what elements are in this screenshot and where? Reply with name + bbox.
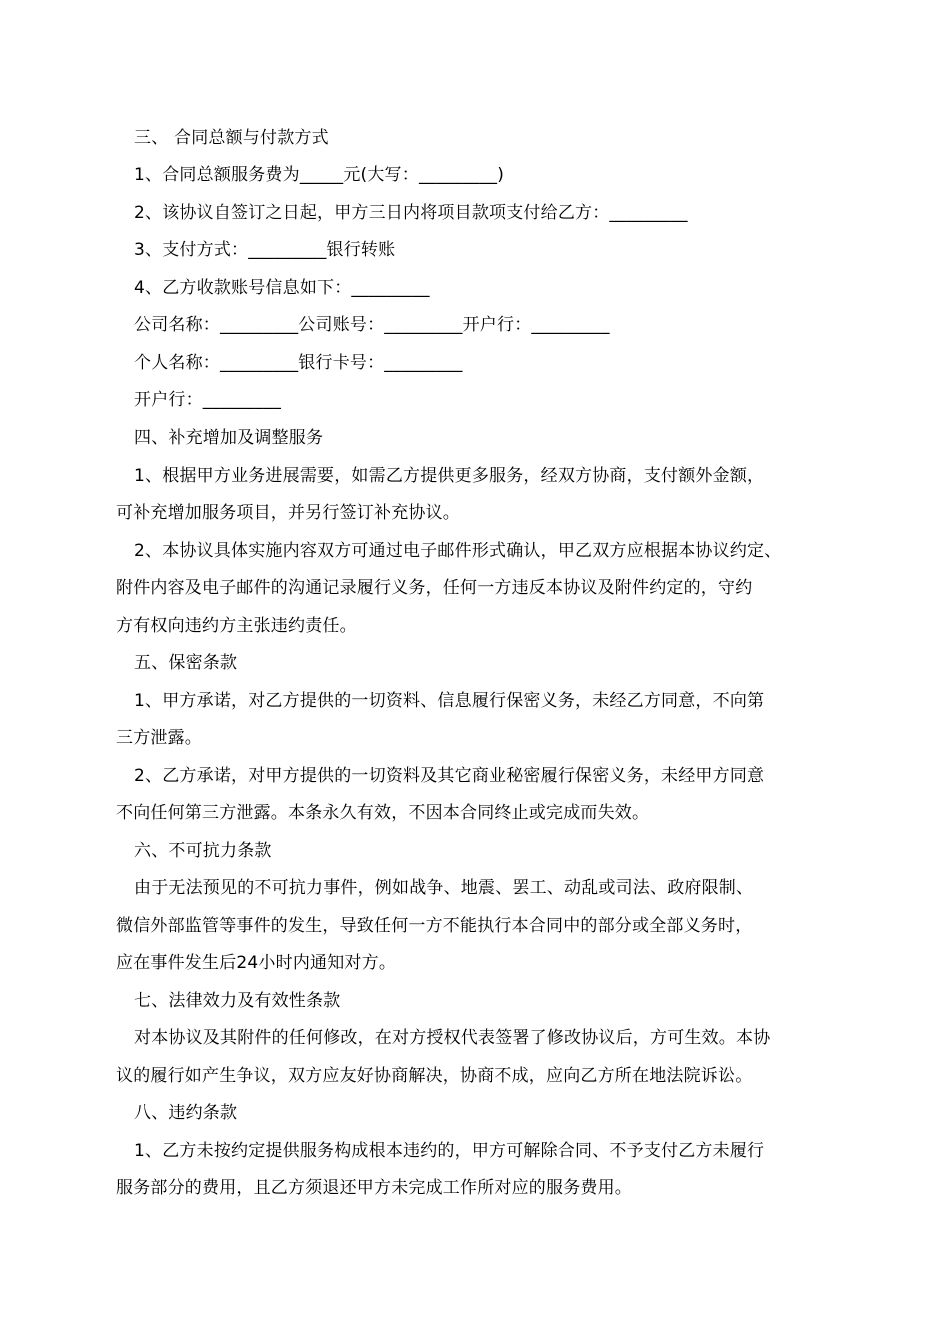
- clause-4-1-line-2: 可补充增加服务项目，并另行签订补充协议。: [116, 503, 460, 523]
- section-6-heading: 六、不可抗力条款: [134, 841, 272, 861]
- clause-4-2-line-1: 2、本协议具体实施内容双方可通过电子邮件形式确认，甲乙双方应根据本协议约定、: [134, 541, 782, 561]
- clause-3-3: 3、支付方式：_________银行转账: [134, 240, 396, 260]
- clause-8-1-line-2: 服务部分的费用，且乙方须退还甲方未完成工作所对应的服务费用。: [116, 1178, 632, 1198]
- clause-4-2-line-3: 方有权向违约方主张违约责任。: [116, 616, 357, 636]
- clause-5-1-line-1: 1、甲方承诺，对乙方提供的一切资料、信息履行保密义务，未经乙方同意，不向第: [134, 691, 765, 711]
- section-8-heading: 八、违约条款: [134, 1103, 238, 1123]
- personal-bank-info: 开户行：_________: [134, 390, 282, 410]
- clause-3-1: 1、合同总额服务费为_____元(大写：_________): [134, 165, 505, 185]
- clause-3-2: 2、该协议自签订之日起，甲方三日内将项目款项支付给乙方：_________: [134, 203, 688, 223]
- clause-3-4: 4、乙方收款账号信息如下：_________: [134, 278, 430, 298]
- section-3-heading: 三、 合同总额与付款方式: [134, 128, 329, 148]
- clause-6-line-1: 由于无法预见的不可抗力事件，例如战争、地震、罢工、动乱或司法、政府限制、: [134, 878, 754, 898]
- clause-4-2-line-2: 附件内容及电子邮件的沟通记录履行义务，任何一方违反本协议及附件约定的，守约: [116, 578, 753, 598]
- clause-5-2-line-2: 不向任何第三方泄露。本条永久有效，不因本合同终止或完成而失效。: [116, 803, 650, 823]
- clause-6-line-3: 应在事件发生后24小时内通知对方。: [116, 953, 397, 973]
- clause-7-line-2: 议的履行如产生争议，双方应友好协商解决，协商不成，应向乙方所在地法院诉讼。: [116, 1066, 753, 1086]
- section-7-heading: 七、法律效力及有效性条款: [134, 991, 341, 1011]
- clause-5-1-line-2: 三方泄露。: [116, 728, 202, 748]
- section-4-heading: 四、补充增加及调整服务: [134, 428, 324, 448]
- section-5-heading: 五、保密条款: [134, 653, 238, 673]
- clause-7-line-1: 对本协议及其附件的任何修改，在对方授权代表签署了修改协议后，方可生效。本协: [134, 1028, 771, 1048]
- clause-6-line-2: 微信外部监管等事件的发生，导致任何一方不能执行本合同中的部分或全部义务时，: [116, 916, 753, 936]
- clause-4-1-line-1: 1、根据甲方业务进展需要，如需乙方提供更多服务，经双方协商，支付额外金额，: [134, 466, 765, 486]
- clause-5-2-line-1: 2、乙方承诺，对甲方提供的一切资料及其它商业秘密履行保密义务，未经甲方同意: [134, 766, 765, 786]
- company-account-info: 公司名称：_________公司账号：_________开户行：_________: [134, 315, 610, 335]
- clause-8-1-line-1: 1、乙方未按约定提供服务构成根本违约的，甲方可解除合同、不予支付乙方未履行: [134, 1141, 765, 1161]
- personal-account-info: 个人名称：_________银行卡号：_________: [134, 353, 463, 373]
